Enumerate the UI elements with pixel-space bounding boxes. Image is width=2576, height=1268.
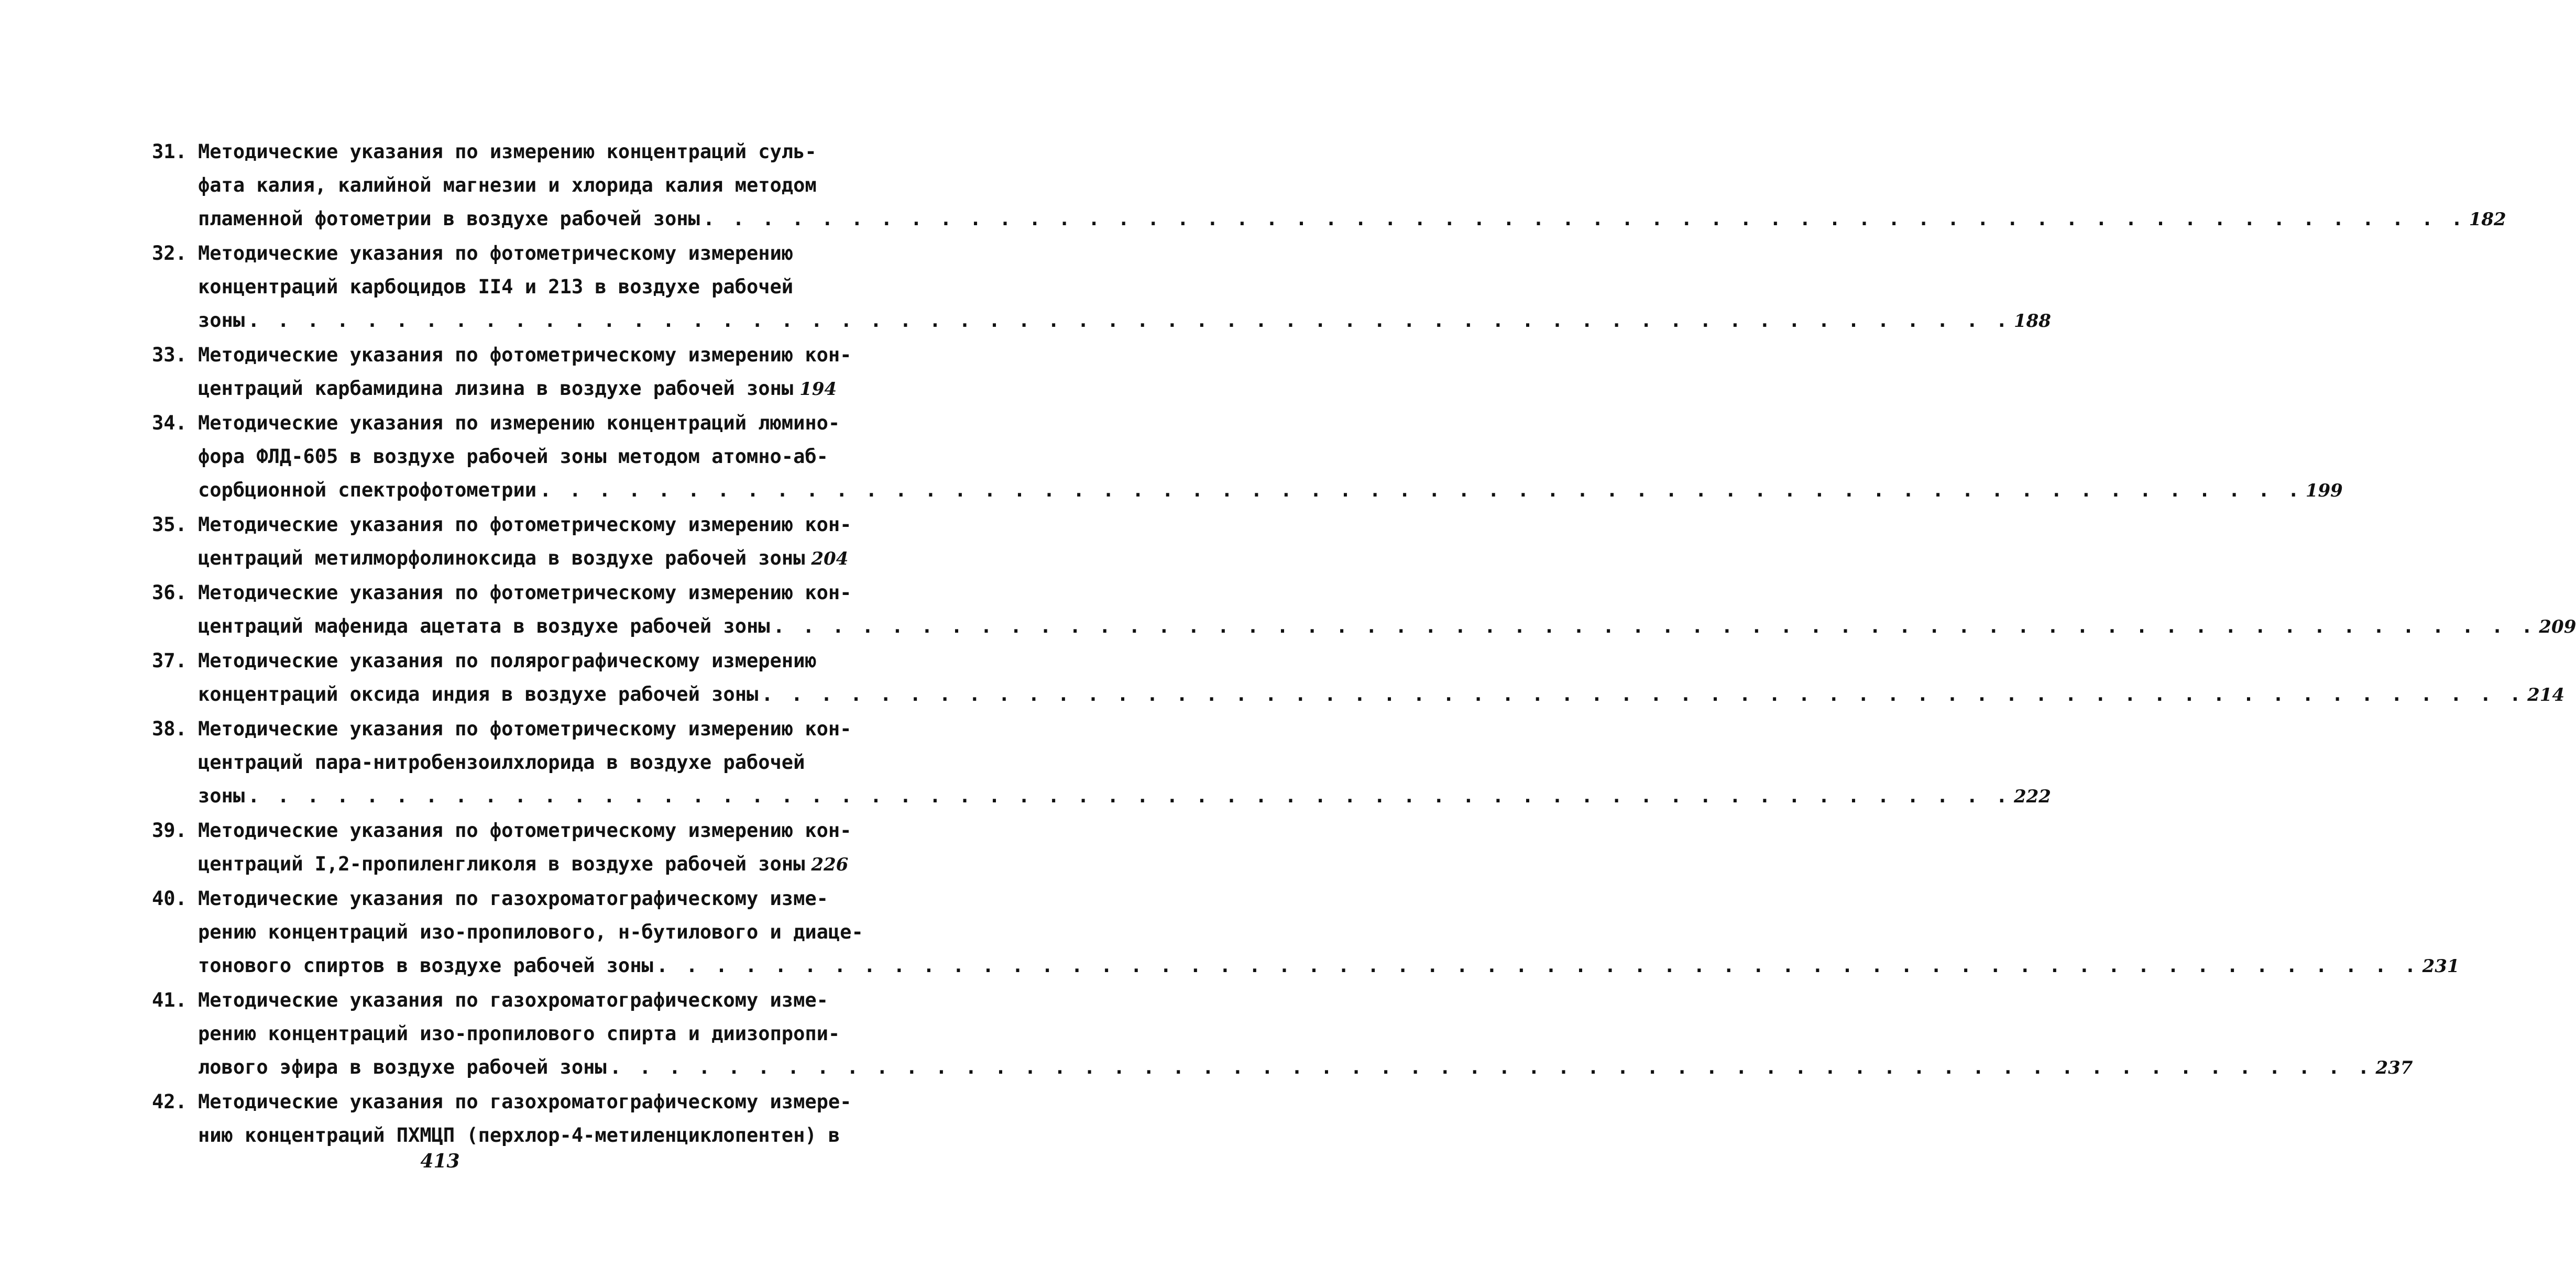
toc-entry: [152, 406, 2343, 507]
toc-entry-page: 194: [799, 379, 837, 400]
toc-entry-text: пламенной фотометрии в воздухе рабочей зоны: [198, 207, 700, 230]
dot-leader: . . . . . . . . . . . . . . . . . . . . . . . . . . . . . . . . . . . . . . . . . . . . . . . . . . . . . . . . . . . .: [773, 615, 2536, 637]
toc-entry-last-line: [152, 473, 2343, 507]
toc-entry: [152, 508, 852, 575]
toc-entry-text: центраций пара-нитробензоилхлорида в воздухе рабочей: [198, 751, 805, 774]
toc-entry-text: Методические указания по измерению концентраций суль-: [198, 140, 817, 163]
toc-entry-number: 42.: [152, 1090, 187, 1113]
toc-entry: [152, 135, 2506, 236]
toc-entry: [152, 882, 2460, 983]
toc-entry-line: [152, 576, 852, 610]
toc-entry-line: [152, 169, 817, 202]
toc-entry-text: сорбционной спектрофотометрии: [198, 479, 537, 501]
toc-entry-text: Методические указания по газохроматографическому изме-: [198, 989, 828, 1011]
toc-entry-last-line: [152, 678, 2565, 711]
dot-leader: . . . . . . . . . . . . . . . . . . . . . . . . . . . . . . . . . . . . . . . . . . . . . . . . . . . . . . . . . . . .: [248, 309, 2011, 332]
toc-entry-line: [152, 984, 828, 1017]
toc-entry-text: концентраций карбоцидов II4 и 213 в воздухе рабочей: [198, 275, 794, 298]
toc-entry-line: [152, 882, 828, 916]
toc-entry-line: [152, 916, 863, 949]
toc-entry-text: нию концентраций ПХМЦП (перхлор-4-метиленциклопентен) в: [198, 1124, 840, 1146]
toc-entry-text: концентраций оксида индия в воздухе рабочей зоны: [198, 683, 759, 705]
toc-entry-line: [152, 712, 852, 746]
dot-leader: . . . . . . . . . . . . . . . . . . . . . . . . . . . . . . . . . . . . . . . . . . . . . . . . . . . . . . . . . . . .: [703, 207, 2466, 230]
toc-entry-number: 39.: [152, 819, 187, 842]
toc-entry: [152, 338, 852, 405]
toc-entry-last-line: [152, 304, 2051, 337]
toc-entry: [152, 576, 2576, 643]
toc-entry-last-line: [152, 610, 2576, 643]
toc-entry-text: Методические указания по газохроматографическому измере-: [198, 1090, 852, 1113]
toc-entry-number: 31.: [152, 140, 187, 163]
toc-entry-page: 222: [2013, 786, 2051, 807]
toc-entry-line: [152, 746, 817, 779]
toc-entry-line: [152, 338, 852, 372]
dot-leader: . . . . . . . . . . . . . . . . . . . . . . . . . . . . . . . . . . . . . . . . . . . . . . . . . . . . . . . . . . . .: [656, 954, 2419, 977]
toc-entry-line: [152, 1119, 840, 1152]
toc-entry-page: 237: [2375, 1057, 2413, 1078]
toc-entry: [152, 712, 2051, 813]
toc-entry-text: центраций метилморфолиноксида в воздухе рабочей зоны: [198, 547, 805, 569]
dot-leader: . . . . . . . . . . . . . . . . . . . . . . . . . . . . . . . . . . . . . . . . . . . . . . . . . . . . . . . . . . . .: [248, 785, 2011, 807]
toc-entry-line: [152, 1017, 840, 1051]
toc-entry-line: [152, 508, 852, 542]
toc-entry-text: фата калия, калийной магнезии и хлорида калия методом: [198, 174, 817, 196]
toc-entry-page: 214: [2527, 685, 2565, 705]
toc-entry-text: рению концентраций изо-пропилового спирта и диизопропи-: [198, 1022, 840, 1045]
toc-entry-number: 38.: [152, 718, 187, 740]
toc-entry-last-line: [152, 949, 2460, 983]
toc-entry-text: центраций I,2-пропиленгликоля в воздухе рабочей зоны: [198, 853, 805, 875]
toc-entry-text: центраций карбамидина лизина в воздухе рабочей зоны: [198, 377, 794, 400]
toc-entry-text: Методические указания по измерению концентраций люмино-: [198, 412, 840, 434]
toc-entry-last-line: [152, 847, 849, 881]
toc-entry: [152, 237, 2051, 337]
toc-entry-last-line: [152, 542, 849, 575]
toc-entry-text: Методические указания по полярографическому измерению: [198, 649, 817, 672]
toc-entry: [152, 1085, 852, 1152]
toc-entry-last-line: [152, 779, 2051, 813]
dot-leader: . . . . . . . . . . . . . . . . . . . . . . . . . . . . . . . . . . . . . . . . . . . . . . . . . . . . . . . . . . . .: [761, 683, 2525, 705]
toc-entry-text: Методические указания по фотометрическому измерению кон-: [198, 581, 852, 604]
toc-entry: [152, 644, 2565, 711]
toc-entry-text: зоны: [198, 309, 245, 332]
toc-entry-number: 40.: [152, 887, 187, 910]
toc-entry-line: [152, 644, 817, 678]
dot-leader: . . . . . . . . . . . . . . . . . . . . . . . . . . . . . . . . . . . . . . . . . . . . . . . . . . . . . . . . . . . .: [609, 1056, 2373, 1078]
toc-entry-text: Методические указания по фотометрическому измерению кон-: [198, 344, 852, 366]
toc-entry-text: фора ФЛД-605 в воздухе рабочей зоны методом атомно-аб-: [198, 445, 828, 468]
toc-entry-text: Методические указания по фотометрическому измерению кон-: [198, 513, 852, 536]
toc-entry-page: 226: [811, 854, 849, 875]
toc-entry-text: центраций мафенида ацетата в воздухе рабочей зоны: [198, 615, 770, 637]
toc-entry-line: [152, 237, 817, 270]
toc-entry-page: 188: [2013, 311, 2051, 332]
toc-entry-number: 41.: [152, 989, 187, 1011]
page-number: 413: [420, 1150, 460, 1172]
toc-entry-line: [152, 814, 852, 847]
toc-entry-page: 199: [2305, 480, 2343, 501]
toc-entry-page: 209: [2539, 616, 2576, 637]
toc-entry-last-line: [152, 202, 2506, 236]
toc-entry-page: 204: [811, 548, 849, 569]
toc-entry-text: Методические указания по фотометрическому измерению кон-: [198, 718, 852, 740]
toc-entry-text: рению концентраций изо-пропилового, н-бутилового и диаце-: [198, 921, 863, 943]
toc-entry-text: Методические указания по газохроматографическому изме-: [198, 887, 828, 910]
toc-entry-number: 37.: [152, 649, 187, 672]
toc-entry-page: 182: [2469, 209, 2506, 230]
toc-entry: [152, 814, 852, 881]
toc-entry-text: Методические указания по фотометрическому измерению: [198, 242, 794, 264]
toc-entry-page: 231: [2422, 956, 2460, 977]
toc-entry-line: [152, 270, 817, 304]
toc-entry-line: [152, 1085, 852, 1119]
toc-entry-last-line: [152, 372, 837, 405]
toc-entry-number: 32.: [152, 242, 187, 264]
toc-entry-number: 36.: [152, 581, 187, 604]
toc-entry-line: [152, 440, 828, 473]
dot-leader: . . . . . . . . . . . . . . . . . . . . . . . . . . . . . . . . . . . . . . . . . . . . . . . . . . . . . . . . . . . .: [540, 479, 2303, 501]
toc-entry-line: [152, 135, 817, 169]
toc-entry-text: лового эфира в воздухе рабочей зоны: [198, 1056, 607, 1078]
toc-entry-text: тонового спиртов в воздухе рабочей зоны: [198, 954, 653, 977]
toc-entry-line: [152, 406, 840, 440]
toc-entry-text: Методические указания по фотометрическому измерению кон-: [198, 819, 852, 842]
toc-entry-number: 33.: [152, 344, 187, 366]
toc-entry-text: зоны: [198, 785, 245, 807]
toc-entry-last-line: [152, 1051, 2413, 1084]
toc-entry: [152, 984, 2413, 1084]
toc-entry-number: 34.: [152, 412, 187, 434]
toc-entry-number: 35.: [152, 513, 187, 536]
